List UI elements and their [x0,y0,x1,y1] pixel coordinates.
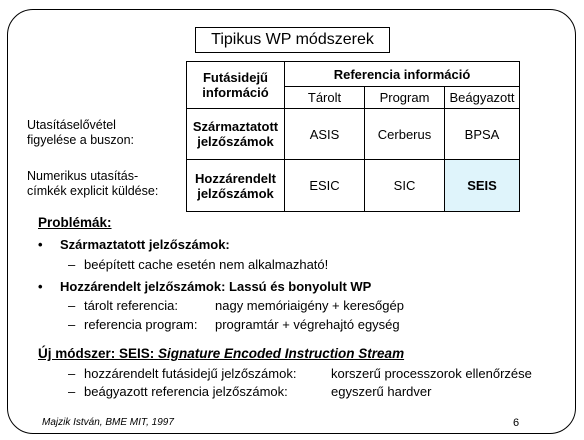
header-runtime-line1: Futásidejű [202,70,268,85]
row1-runtime-line2: jelzőszámok [197,134,274,149]
subhead-embedded: Beágyazott [445,87,520,109]
new-method-heading-plain: Új módszer: SEIS: [38,346,159,361]
row1-runtime-line1: Származtatott [192,119,279,134]
new-sub-1-left: hozzárendelt futásidejű jelzőszámok: [84,366,297,381]
problem-bullet-1-sub-text: beépített cache esetén nem alkalmazható! [84,257,329,272]
new-method-sub-1-right: korszerű processzorok ellenőrzése [331,366,532,381]
cell-seis: SEIS [445,160,520,212]
dash-mark: – [68,317,76,332]
dash-mark: – [68,257,76,272]
problem-bullet-1-sub [68,257,328,273]
new-method-sub-1 [68,366,296,382]
reference-table [186,61,520,212]
new-method-sub-2-right: egyszerű hardver [331,384,432,399]
dash-mark: – [68,298,76,313]
slide-title: Tipikus WP módszerek [195,27,390,53]
problem-bullet-2-sub-2 [68,317,197,333]
cell-esic: ESIC [285,160,365,212]
row1-label-line2: figyelése a buszon: [27,133,135,147]
cell-asis: ASIS [285,109,365,160]
problem-bullet-2-sub-1-right: nagy memóriaigény + keresőgép [215,298,404,313]
problem-bullet-2-sub-2-right: programtár + végrehajtó egység [215,317,400,332]
problem-bullet-1-text: Származtatott jelzőszámok: [60,237,230,252]
row1-label [27,118,134,148]
problem-bullet-2-text: Hozzárendelt jelzőszámok: Lassú és bonyolult WP [60,279,372,294]
sub-2-left: referencia program: [84,317,198,332]
row2-label-line1: Numerikus utasítás- [27,169,139,183]
new-method-heading [38,346,404,362]
row2-runtime [187,160,285,212]
header-runtime-line2: információ [202,85,269,100]
header-runtime-info [187,62,285,109]
problem-bullet-1 [38,237,230,253]
subhead-stored: Tárolt [285,87,365,109]
new-method-sub-2 [68,384,288,400]
dash-mark: – [68,384,76,399]
new-sub-2-left: beágyazott referencia jelzőszámok: [84,384,288,399]
problem-bullet-2-sub-1 [68,298,178,314]
footer-author: Majzik István, BME MIT, 1997 [42,417,174,428]
subhead-program: Program [365,87,445,109]
row2-label [27,169,158,199]
cell-sic: SIC [365,160,445,212]
row1-runtime [187,109,285,160]
cell-bpsa: BPSA [445,109,520,160]
dash-mark: – [68,366,76,381]
sub-1-left: tárolt referencia: [84,298,178,313]
bullet-dot: • [38,279,43,294]
problems-heading: Problémák: [38,215,112,230]
row2-runtime-line2: jelzőszámok [197,185,274,201]
cell-cerberus: Cerberus [365,109,445,160]
footer-page-number: 6 [513,417,520,429]
problem-bullet-2 [38,279,371,295]
new-method-heading-italic: Signature Encoded Instruction Stream [158,346,405,361]
row2-label-line2: címkék explicit küldése: [27,184,159,198]
row1-label-line1: Utasításelővétel [27,118,116,132]
bullet-dot: • [38,237,43,252]
header-reference-info: Referencia információ [285,62,520,87]
row2-runtime-line1: Hozzárendelt [195,170,276,186]
